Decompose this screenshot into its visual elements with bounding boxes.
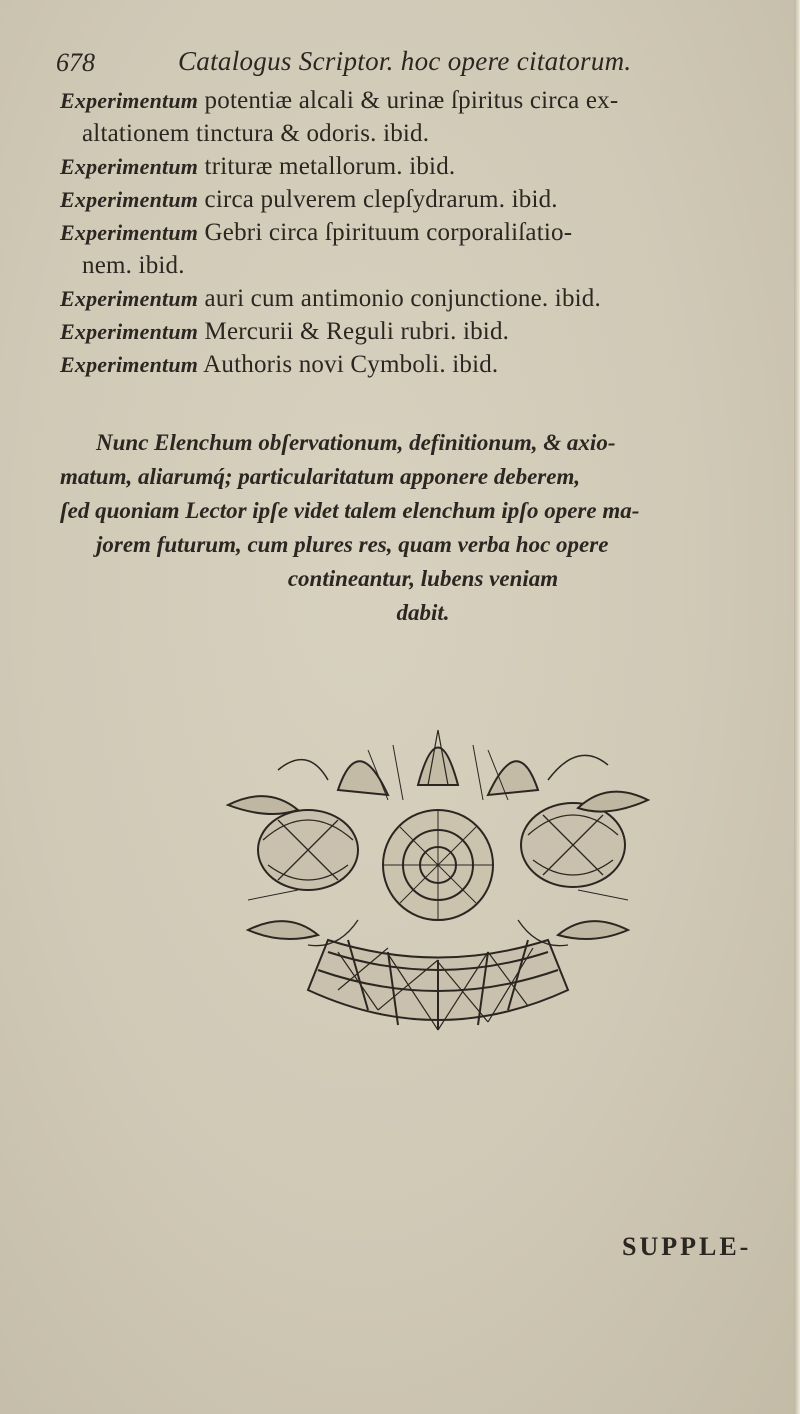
notice-line: dabit. — [396, 600, 450, 625]
entry-lead: Experimentum — [60, 154, 199, 179]
entry-lead: Experimentum — [60, 319, 199, 344]
catchword: SUPPLE- — [622, 1232, 752, 1261]
catalogue-entry — [60, 282, 780, 315]
catalogue-entry — [60, 84, 780, 150]
entry-text: circa pulverem clepſydrarum. ibid. — [204, 186, 558, 213]
running-head: Catalogus Scriptor. hoc opere citatorum. — [178, 46, 632, 76]
entry-text: auri cum antimonio conjunctione. ibid. — [204, 285, 601, 312]
catalogue-entries — [60, 84, 780, 381]
entry-text: Authoris novi Cymboli. ibid. — [203, 351, 499, 378]
flower-basket-ornament-icon — [188, 690, 688, 1080]
catalogue-entry — [60, 315, 780, 348]
notice-line: jorem futurum, cum plures res, quam verba hoc opere — [96, 532, 609, 557]
page-number: 678 — [56, 48, 95, 77]
entry-text: Mercurii & Reguli rubri. ibid. — [204, 318, 510, 345]
entry-lead: Experimentum — [60, 88, 199, 113]
entry-lead: Experimentum — [60, 187, 199, 212]
notice-line: ſed quoniam Lector ipſe videt talem elenchum ipſo opere ma- — [60, 498, 640, 523]
catalogue-entry — [60, 150, 780, 183]
entry-continuation: nem. ibid. — [82, 252, 185, 279]
entry-continuation: altationem tinctura & odoris. ibid. — [82, 120, 430, 147]
entry-text: trituræ metallorum. ibid. — [204, 153, 456, 180]
notice-line: Nunc Elenchum obſervationum, definitionum, & axio- — [96, 430, 616, 455]
notice-line: contineantur, lubens veniam — [287, 566, 559, 591]
entry-text: potentiæ alcali & urinæ ſpiritus circa ex- — [204, 87, 619, 114]
closing-notice — [60, 426, 786, 630]
entry-text: Gebri circa ſpirituum corporaliſatio- — [204, 219, 573, 246]
page-edge — [794, 0, 800, 1414]
page-header — [56, 48, 756, 84]
notice-line: matum, aliarumq́; particularitatum apponere deberem, — [60, 464, 581, 489]
catalogue-entry — [60, 216, 780, 282]
catalogue-entry — [60, 348, 780, 381]
entry-lead: Experimentum — [60, 352, 199, 377]
entry-lead: Experimentum — [60, 286, 199, 311]
catalogue-entry — [60, 183, 780, 216]
entry-lead: Experimentum — [60, 220, 199, 245]
